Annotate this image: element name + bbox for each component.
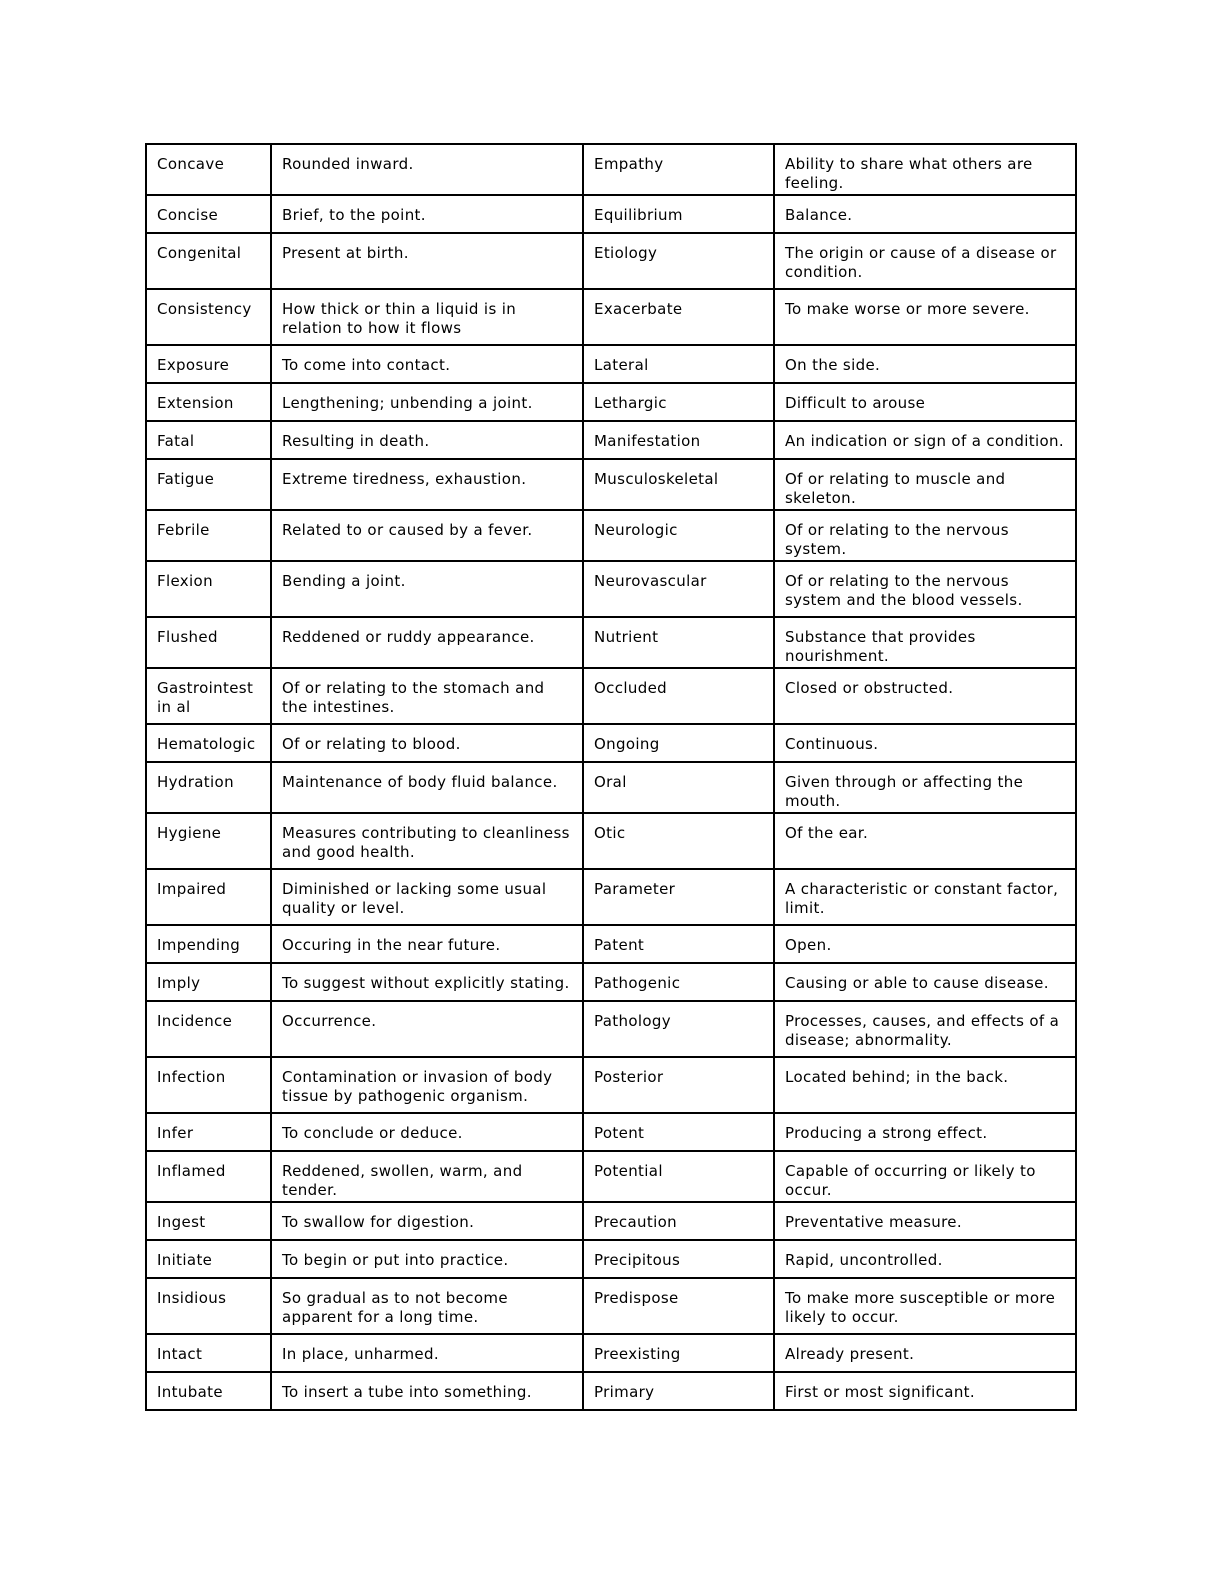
term-cell: Exacerbate: [583, 289, 774, 345]
term-cell: Pathology: [583, 1001, 774, 1057]
term-cell: Precaution: [583, 1202, 774, 1240]
definition-cell: Already present.: [774, 1334, 1076, 1372]
term-cell: Fatigue: [146, 459, 271, 510]
definition-cell: To conclude or deduce.: [271, 1113, 583, 1151]
term-cell: Intact: [146, 1334, 271, 1372]
definition-cell: Open.: [774, 925, 1076, 963]
table-row: [146, 1334, 1076, 1372]
table-row: [146, 510, 1076, 561]
definition-cell: Difficult to arouse: [774, 383, 1076, 421]
table-row: [146, 421, 1076, 459]
definition-cell: Closed or obstructed.: [774, 668, 1076, 724]
term-cell: Empathy: [583, 144, 774, 195]
definition-cell: Brief, to the point.: [271, 195, 583, 233]
term-cell: Impaired: [146, 869, 271, 925]
definition-cell: Producing a strong effect.: [774, 1113, 1076, 1151]
definition-cell: Of the ear.: [774, 813, 1076, 869]
definition-cell: To begin or put into practice.: [271, 1240, 583, 1278]
definition-cell: Extreme tiredness, exhaustion.: [271, 459, 583, 510]
definition-cell: Maintenance of body fluid balance.: [271, 762, 583, 813]
term-cell: Predispose: [583, 1278, 774, 1334]
term-cell: Potent: [583, 1113, 774, 1151]
definition-cell: A characteristic or constant factor, limit.: [774, 869, 1076, 925]
term-cell: Precipitous: [583, 1240, 774, 1278]
table-row: [146, 233, 1076, 289]
table-row: [146, 813, 1076, 869]
definition-cell: Capable of occurring or likely to occur.: [774, 1151, 1076, 1202]
definition-cell: To insert a tube into something.: [271, 1372, 583, 1410]
table-row: [146, 1057, 1076, 1113]
table-row: [146, 925, 1076, 963]
term-cell: Imply: [146, 963, 271, 1001]
term-cell: Neurovascular: [583, 561, 774, 617]
term-cell: Etiology: [583, 233, 774, 289]
glossary-body: [146, 144, 1076, 1410]
table-row: [146, 963, 1076, 1001]
term-cell: Equilibrium: [583, 195, 774, 233]
term-cell: Intubate: [146, 1372, 271, 1410]
term-cell: Incidence: [146, 1001, 271, 1057]
definition-cell: Of or relating to the nervous system and the blood vessels.: [774, 561, 1076, 617]
definition-cell: Bending a joint.: [271, 561, 583, 617]
term-cell: Pathogenic: [583, 963, 774, 1001]
definition-cell: Present at birth.: [271, 233, 583, 289]
definition-cell: First or most significant.: [774, 1372, 1076, 1410]
definition-cell: Resulting in death.: [271, 421, 583, 459]
glossary-table: [145, 143, 1077, 1411]
table-row: [146, 1113, 1076, 1151]
definition-cell: Of or relating to the stomach and the intestines.: [271, 668, 583, 724]
definition-cell: The origin or cause of a disease or condition.: [774, 233, 1076, 289]
term-cell: Occluded: [583, 668, 774, 724]
table-row: [146, 561, 1076, 617]
definition-cell: Diminished or lacking some usual quality or level.: [271, 869, 583, 925]
table-row: [146, 668, 1076, 724]
term-cell: Impending: [146, 925, 271, 963]
definition-cell: Occurrence.: [271, 1001, 583, 1057]
term-cell: Posterior: [583, 1057, 774, 1113]
table-row: [146, 617, 1076, 668]
term-cell: Ongoing: [583, 724, 774, 762]
term-cell: Parameter: [583, 869, 774, 925]
term-cell: Concise: [146, 195, 271, 233]
table-row: [146, 289, 1076, 345]
table-row: [146, 762, 1076, 813]
definition-cell: Of or relating to the nervous system.: [774, 510, 1076, 561]
term-cell: Oral: [583, 762, 774, 813]
definition-cell: Substance that provides nourishment.: [774, 617, 1076, 668]
definition-cell: Continuous.: [774, 724, 1076, 762]
term-cell: Potential: [583, 1151, 774, 1202]
definition-cell: Related to or caused by a fever.: [271, 510, 583, 561]
term-cell: Consistency: [146, 289, 271, 345]
definition-cell: Ability to share what others are feeling.: [774, 144, 1076, 195]
table-row: [146, 1240, 1076, 1278]
table-row: [146, 459, 1076, 510]
term-cell: Congenital: [146, 233, 271, 289]
term-cell: Flushed: [146, 617, 271, 668]
table-row: [146, 1001, 1076, 1057]
definition-cell: Rounded inward.: [271, 144, 583, 195]
definition-cell: Measures contributing to cleanliness and good health.: [271, 813, 583, 869]
term-cell: Hematologic: [146, 724, 271, 762]
definition-cell: To swallow for digestion.: [271, 1202, 583, 1240]
definition-cell: Balance.: [774, 195, 1076, 233]
definition-cell: Reddened or ruddy appearance.: [271, 617, 583, 668]
definition-cell: Causing or able to cause disease.: [774, 963, 1076, 1001]
definition-cell: Reddened, swollen, warm, and tender.: [271, 1151, 583, 1202]
term-cell: Neurologic: [583, 510, 774, 561]
definition-cell: An indication or sign of a condition.: [774, 421, 1076, 459]
term-cell: Flexion: [146, 561, 271, 617]
term-cell: Exposure: [146, 345, 271, 383]
definition-cell: So gradual as to not become apparent for a long time.: [271, 1278, 583, 1334]
definition-cell: Of or relating to blood.: [271, 724, 583, 762]
definition-cell: Processes, causes, and effects of a disease; abnormality.: [774, 1001, 1076, 1057]
definition-cell: To make worse or more severe.: [774, 289, 1076, 345]
term-cell: Extension: [146, 383, 271, 421]
term-cell: Musculoskeletal: [583, 459, 774, 510]
term-cell: Inflamed: [146, 1151, 271, 1202]
definition-cell: Lengthening; unbending a joint.: [271, 383, 583, 421]
table-row: [146, 345, 1076, 383]
term-cell: Otic: [583, 813, 774, 869]
table-row: [146, 144, 1076, 195]
term-cell: Lethargic: [583, 383, 774, 421]
term-cell: Nutrient: [583, 617, 774, 668]
definition-cell: How thick or thin a liquid is in relation to how it flows: [271, 289, 583, 345]
table-row: [146, 1278, 1076, 1334]
definition-cell: Occuring in the near future.: [271, 925, 583, 963]
definition-cell: Preventative measure.: [774, 1202, 1076, 1240]
term-cell: Concave: [146, 144, 271, 195]
definition-cell: To come into contact.: [271, 345, 583, 383]
term-cell: Fatal: [146, 421, 271, 459]
definition-cell: Rapid, uncontrolled.: [774, 1240, 1076, 1278]
table-row: [146, 1372, 1076, 1410]
table-row: [146, 1151, 1076, 1202]
definition-cell: Located behind; in the back.: [774, 1057, 1076, 1113]
definition-cell: To make more susceptible or more likely to occur.: [774, 1278, 1076, 1334]
term-cell: Febrile: [146, 510, 271, 561]
definition-cell: Given through or affecting the mouth.: [774, 762, 1076, 813]
definition-cell: Of or relating to muscle and skeleton.: [774, 459, 1076, 510]
definition-cell: To suggest without explicitly stating.: [271, 963, 583, 1001]
term-cell: Ingest: [146, 1202, 271, 1240]
term-cell: Hydration: [146, 762, 271, 813]
term-cell: Preexisting: [583, 1334, 774, 1372]
definition-cell: On the side.: [774, 345, 1076, 383]
definition-cell: In place, unharmed.: [271, 1334, 583, 1372]
table-row: [146, 195, 1076, 233]
term-cell: Primary: [583, 1372, 774, 1410]
definition-cell: Contamination or invasion of body tissue by pathogenic organism.: [271, 1057, 583, 1113]
table-row: [146, 383, 1076, 421]
term-cell: Lateral: [583, 345, 774, 383]
term-cell: Insidious: [146, 1278, 271, 1334]
table-row: [146, 724, 1076, 762]
term-cell: Manifestation: [583, 421, 774, 459]
table-row: [146, 1202, 1076, 1240]
term-cell: Initiate: [146, 1240, 271, 1278]
table-row: [146, 869, 1076, 925]
term-cell: Patent: [583, 925, 774, 963]
term-cell: Infer: [146, 1113, 271, 1151]
term-cell: Infection: [146, 1057, 271, 1113]
term-cell: Hygiene: [146, 813, 271, 869]
term-cell: Gastrointest in al: [146, 668, 271, 724]
